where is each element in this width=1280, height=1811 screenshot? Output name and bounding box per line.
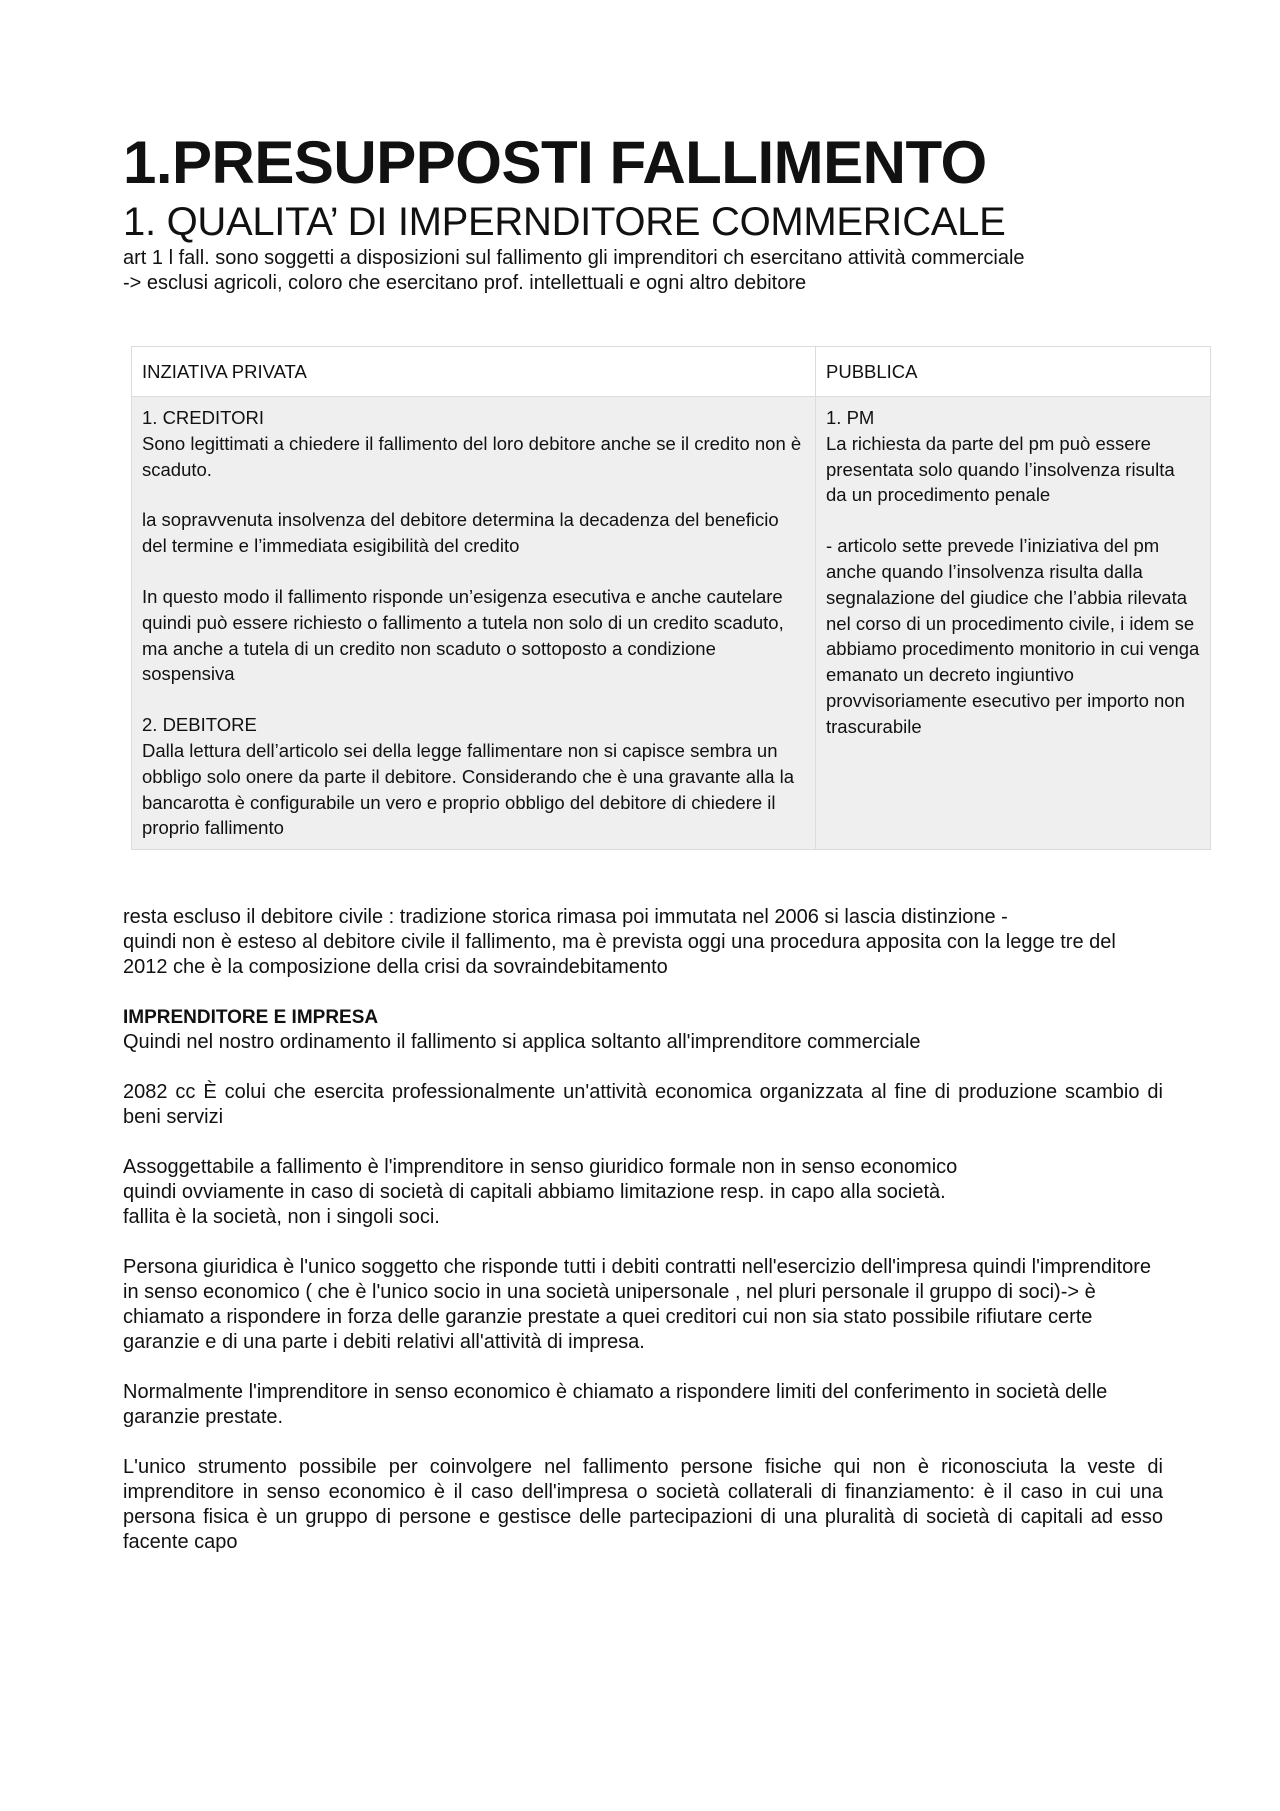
paragraph-assoggettabile-1: Assoggettabile a fallimento è l'imprenditore in senso giuridico formale non in senso economico <box>123 1156 958 1179</box>
creditori-text-3: In questo modo il fallimento risponde un’esigenza esecutiva e anche cautelare quindi può essere richiesto o fallimento a tutela non solo di un credito scaduto, ma anche a tutela di un credito non scaduto o sottoposto a condizione sospensiva <box>142 585 784 685</box>
header-cell-public: PUBBLICA <box>816 347 1211 397</box>
cell-private-initiative <box>132 397 816 850</box>
debitore-text: Dalla lettura dell’articolo sei della legge fallimentare non si capisce sembra un obbligo solo onere da parte il debitore. Considerando che è una gravante alla la bancarotta è configurabile un vero e proprio obbligo del debitore di chiedere il proprio fallimento <box>142 739 795 839</box>
paragraph-ordinamento: Quindi nel nostro ordinamento il fallimento si applica soltanto all'imprenditore commerciale <box>123 1031 921 1054</box>
subsection-title: IMPRENDITORE E IMPRESA <box>123 1007 379 1029</box>
spacer <box>123 1355 1163 1380</box>
spacer <box>123 1230 1163 1255</box>
spacer <box>826 508 1200 533</box>
creditori-heading: 1. CREDITORI <box>142 407 264 428</box>
intro-paragraph: art 1 l fall. sono soggetti a disposizioni sul fallimento gli imprenditori ch esercitano attività commerciale <box>123 247 1025 269</box>
paragraph-unico-strumento: L'unico strumento possibile per coinvolgere nel fallimento persone fisiche qui non è riconosciuta la veste di imprenditore in senso economico è il caso dell'impresa o società collaterali di finanziamento: è il caso in cui una persona fisica è un gruppo di persone e gestisce delle partecipazioni di una pluralità di società di capitali ad esso facente capo <box>123 1456 1163 1554</box>
table-header-row <box>132 347 1211 397</box>
paragraph-debitore-civile: resta escluso il debitore civile : tradizione storica rimasa poi immutata nel 2006 si lascia distinzione - <box>123 906 1008 929</box>
spacer <box>123 1430 1163 1455</box>
paragraph-assoggettabile-2: quindi ovviamente in caso di società di capitali abbiamo limitazione resp. in capo alla società. <box>123 1181 946 1204</box>
spacer <box>142 559 805 584</box>
debitore-heading: 2. DEBITORE <box>142 714 257 736</box>
paragraph-normalmente: Normalmente l'imprenditore in senso economico è chiamato a rispondere limiti del conferimento in società delle garanzie prestate. <box>123 1381 1108 1429</box>
spacer <box>123 1130 1163 1155</box>
paragraph-sovraindebitamento: quindi non è esteso al debitore civile il fallimento, ma è prevista oggi una procedura apposita con la legge tre del 2012 che è la composizione della crisi da sovraindebitamento <box>123 931 1116 979</box>
spacer <box>123 1055 1163 1080</box>
paragraph-persona-giuridica: Persona giuridica è l'unico soggetto che risponde tutti i debiti contratti nell'esercizio dell'impresa quindi l'imprenditore in senso economico ( che è l'unico socio in una società unipersonale , nel pluri personale il gruppo di soci)-> è chiamato a rispondere in forza delle garanzie prestate a quei creditori cui non sia stato possibile rifiutare certe garanzie e di una parte i debiti relativi all'attività di impresa. <box>123 1256 1152 1354</box>
page-title: 1.PRESUPPOSTI FALLIMENTO <box>123 129 987 196</box>
creditori-text-1: Sono legittimati a chiedere il fallimento del loro debitore anche se il credito non è scaduto. <box>142 432 802 480</box>
spacer <box>142 687 805 712</box>
body-text <box>123 905 1163 1555</box>
document-page <box>123 128 1200 1555</box>
spacer <box>142 482 805 507</box>
cell-public-initiative <box>816 397 1211 850</box>
header-cell-private: INZIATIVA PRIVATA <box>132 347 816 397</box>
initiative-table <box>131 346 1211 850</box>
spacer <box>123 980 1163 1005</box>
pm-text-2: - articolo sette prevede l’iniziativa del pm anche quando l’insolvenza risulta dalla segnalazione del giudice che l’abbia rilevata nel corso di un procedimento civile, i idem se abbiamo procedimento monitorio in cui venga emanato un decreto ingiuntivo provvisoriamente esecutivo per importo non trascurabile <box>826 535 1200 737</box>
pm-heading: 1. PM <box>826 407 875 428</box>
pm-text-1: La richiesta da parte del pm può essere presentata solo quando l’insolvenza risulta da un procedimento penale <box>826 432 1175 506</box>
paragraph-2082: 2082 cc È colui che esercita professionalmente un'attività economica organizzata al fine di produzione scambio di beni servizi <box>123 1081 1163 1129</box>
paragraph-assoggettabile-3: fallita è la società, non i singoli soci. <box>123 1206 440 1229</box>
table-body-row <box>132 397 1211 850</box>
intro-exclusions: -> esclusi agricoli, coloro che esercitano prof. intellettuali e ogni altro debitore <box>123 272 807 294</box>
section-heading: 1. QUALITA’ DI IMPERNDITORE COMMERICALE <box>123 200 1006 244</box>
creditori-text-2: la sopravvenuta insolvenza del debitore determina la decadenza del beneficio del termine e l’immediata esigibilità del credito <box>142 509 779 557</box>
